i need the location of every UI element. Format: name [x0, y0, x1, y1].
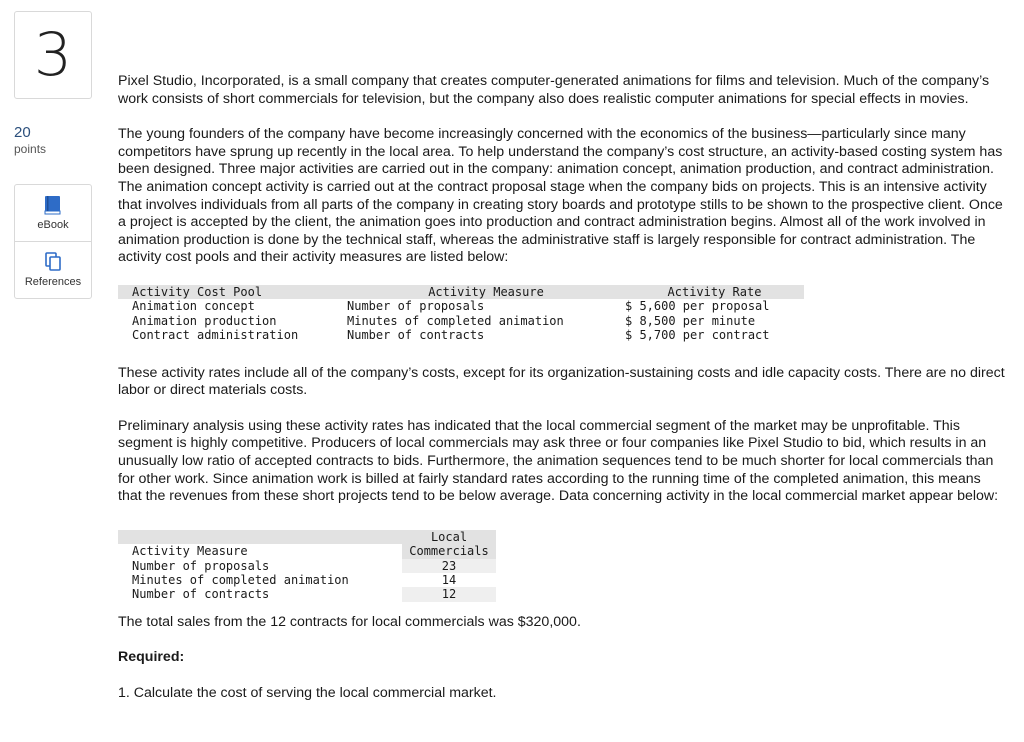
side-tools: [14, 184, 92, 299]
table-row: [118, 328, 804, 342]
references-label: References: [24, 276, 82, 288]
cell-measure: Number of proposals: [132, 558, 270, 573]
references-icon: [44, 252, 62, 276]
cell-cost-pool: Animation production: [132, 313, 277, 328]
references-button[interactable]: [15, 241, 91, 298]
table-row: [118, 314, 804, 328]
header-activity-measure: Activity Measure: [428, 284, 544, 299]
table-row: [118, 299, 804, 313]
header-commercials: Commercials: [402, 544, 496, 558]
cell-measure: Number of contracts: [347, 328, 485, 343]
cell-rate: $ 5,700 per contract: [625, 328, 770, 343]
book-icon: [44, 195, 62, 219]
cell-measure: Minutes of completed animation: [347, 313, 564, 328]
table-header-row: [118, 544, 496, 558]
cell-rate: $ 8,500 per minute: [625, 313, 756, 328]
table-row: [118, 559, 496, 573]
ebook-label: eBook: [37, 219, 69, 231]
points-label: points: [14, 142, 47, 156]
table-row: [118, 587, 496, 601]
cell-measure: Number of contracts: [132, 587, 270, 602]
cell-measure: Number of proposals: [347, 299, 485, 314]
required-item: 1. Calculate the cost of serving the local commercial market.: [118, 684, 497, 701]
table-header-row: [118, 530, 496, 544]
paragraph-preliminary-analysis: Preliminary analysis using these activity rates has indicated that the local commercial segment of the market may be unprofitable. This segment is highly competitive. Producers of local commercials may ask three or four companies like Pixel Studio to bid, which results in an unusually low ratio of accepted contracts to bids. Furthermore, the animation sequences tend to be much shorter for local commercials than for other work. Since animation work is billed at fairly standard rates according to the running time of the completed animation, this means that the revenues from these short projects tend to be below average. Data concerning activity in the local commercial market appear below:: [118, 417, 999, 505]
header-activity-measure: Activity Measure: [132, 544, 248, 559]
header-activity-rate: Activity Rate: [667, 284, 762, 299]
activity-rates-table: [118, 285, 804, 343]
paragraph-intro: Pixel Studio, Incorporated, is a small company that creates computer-generated animations for films and television. Much of the company’s work consists of short commercials for television, but the company also does realistic computer animations for special effects in movies.: [118, 73, 990, 107]
cell-cost-pool: Animation concept: [132, 299, 255, 314]
ebook-button[interactable]: [15, 185, 91, 241]
paragraph-total-sales: The total sales from the 12 contracts for local commercials was $320,000.: [118, 613, 581, 630]
cell-value: 12: [402, 587, 496, 601]
required-label: Required:: [118, 649, 185, 666]
table-header-row: [118, 285, 804, 299]
cell-value: 23: [402, 559, 496, 573]
cell-measure: Minutes of completed animation: [132, 572, 349, 587]
question-content: [118, 73, 1008, 721]
header-local: Local: [430, 529, 468, 544]
cell-rate: $ 5,600 per proposal: [625, 299, 770, 314]
points-block: [14, 124, 46, 156]
points-value: 20: [14, 124, 31, 141]
table-row: [118, 573, 496, 587]
cell-value: 14: [441, 572, 457, 587]
cell-cost-pool: Contract administration: [132, 328, 299, 343]
paragraph-abc-system: The young founders of the company have become increasingly concerned with the economics of the business—particularly since many competitors have sprung up recently in the local area. To help understand the company’s cost structure, an activity-based costing system has been designed. Three major activities are carried out in the company: animation concept, animation production, and contract administration. The animation concept activity is carried out at the contract proposal stage when the company bids on projects. This is an intensive activity that involves individuals from all parts of the company in creating story boards and prototype stills to be shown to the prospective client. Once a project is accepted by the client, the animation goes into production and contract administration begins. Almost all of the work involved in animation production is done by the technical staff, whereas the administrative staff is largely responsible for contract administration. The activity cost pools and their activity measures are listed below:: [118, 126, 1003, 266]
header-cost-pool: Activity Cost Pool: [132, 284, 263, 299]
local-commercials-table: [118, 530, 496, 602]
paragraph-rates-note: These activity rates include all of the company’s costs, except for its organization-sustaining costs and idle capacity costs. There are no direct labor or direct materials costs.: [118, 364, 1005, 399]
question-number: 3: [14, 11, 92, 99]
